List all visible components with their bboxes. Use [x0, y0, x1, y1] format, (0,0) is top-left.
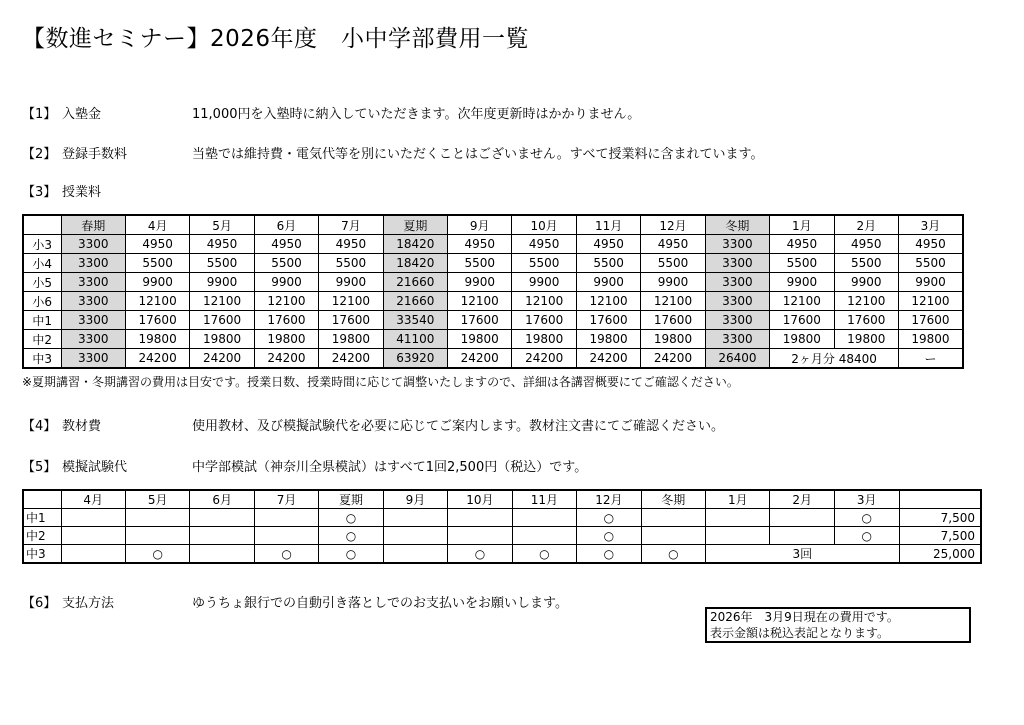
fee-cell: 17600 [834, 311, 898, 330]
fee-cell: 3300 [705, 292, 769, 311]
fee-cell: 18420 [383, 254, 447, 273]
fee-cell: 21660 [383, 292, 447, 311]
exam-row [23, 527, 981, 545]
header-cell: 春期 [61, 215, 125, 235]
fee-cell: 3300 [705, 311, 769, 330]
exam-mark-cell: ○ [254, 545, 318, 564]
grade-cell: 中3 [23, 545, 61, 564]
fee-cell: 33540 [383, 311, 447, 330]
fee-cell: 17600 [125, 311, 189, 330]
exam-mark-cell: ○ [834, 527, 899, 545]
grade-cell: 中1 [23, 311, 61, 330]
section-description: 11,000円を入塾時に納入していただきます。次年度更新時はかかりません。 [192, 107, 641, 122]
fee-cell: 19800 [576, 330, 640, 349]
info-box [705, 607, 971, 643]
exam-mark-cell: ○ [834, 509, 899, 527]
exam-mark-cell [125, 527, 189, 545]
exam-mark-cell: ○ [448, 545, 512, 564]
fee-cell: 9900 [576, 273, 640, 292]
header-cell: 夏期 [383, 215, 447, 235]
header-cell: 12月 [577, 490, 641, 509]
exam-count-cell: 3回 [706, 545, 899, 564]
exam-mark-cell [190, 545, 254, 564]
section-number: 【6】 [22, 596, 57, 611]
fee-cell: 9900 [319, 273, 383, 292]
tuition-header-row [23, 215, 963, 235]
fee-cell: 12100 [125, 292, 189, 311]
fee-cell: 21660 [383, 273, 447, 292]
fee-cell: 5500 [190, 254, 254, 273]
fee-cell: 24200 [448, 349, 512, 369]
fee-cell: 3300 [61, 349, 125, 369]
exam-mark-cell [448, 527, 512, 545]
section-description: ゆうちょ銀行での自動引き落としでのお支払いをお願いします。 [192, 596, 568, 611]
section-description: 中学部模試（神奈川全県模試）はすべて1回2,500円（税込）です。 [192, 460, 588, 475]
fee-cell: 4950 [770, 235, 834, 254]
fee-cell: 19800 [254, 330, 318, 349]
fee-cell: 17600 [576, 311, 640, 330]
fee-cell: 19800 [190, 330, 254, 349]
exam-mark-cell [383, 545, 447, 564]
fee-cell: 24200 [254, 349, 318, 369]
exam-mark-cell [706, 527, 770, 545]
section-heading: 教材費 [62, 419, 102, 434]
section-number: 【4】 [22, 419, 57, 434]
fee-cell: 24200 [512, 349, 576, 369]
fee-cell: 24200 [125, 349, 189, 369]
fee-cell: 5500 [770, 254, 834, 273]
section-heading: 登録手数料 [62, 147, 128, 162]
fee-cell: 63920 [383, 349, 447, 369]
fee-cell: 19800 [641, 330, 705, 349]
grade-cell: 小3 [23, 235, 61, 254]
exam-mark-cell [125, 509, 189, 527]
grade-cell: 小4 [23, 254, 61, 273]
exam-mark-cell [383, 527, 447, 545]
exam-mark-cell [512, 509, 576, 527]
header-cell: 2月 [770, 490, 834, 509]
tuition-row [23, 273, 963, 292]
fee-cell: 17600 [641, 311, 705, 330]
exam-mark-cell [706, 509, 770, 527]
fee-cell: 5500 [448, 254, 512, 273]
exam-row [23, 509, 981, 527]
fee-cell: 9900 [254, 273, 318, 292]
exam-total-cell: 7,500 [899, 509, 981, 527]
exam-mark-cell [190, 527, 254, 545]
header-cell: 夏期 [319, 490, 383, 509]
header-cell [23, 490, 61, 509]
grade-cell: 中1 [23, 509, 61, 527]
exam-mark-cell: ○ [512, 545, 576, 564]
header-cell: 5月 [125, 490, 189, 509]
fee-cell: 17600 [512, 311, 576, 330]
header-cell: 3月 [834, 490, 899, 509]
fee-cell: 26400 [705, 349, 769, 369]
header-cell: 5月 [190, 215, 254, 235]
mock-exam-table [22, 489, 982, 564]
fee-cell: 12100 [254, 292, 318, 311]
fee-cell: 19800 [125, 330, 189, 349]
exam-mark-cell: ○ [577, 527, 641, 545]
exam-total-cell: 25,000 [899, 545, 981, 564]
fee-cell: 4950 [319, 235, 383, 254]
fee-cell: 4950 [898, 235, 963, 254]
header-cell: 冬期 [705, 215, 769, 235]
header-cell: 10月 [512, 215, 576, 235]
grade-cell: 小5 [23, 273, 61, 292]
fee-cell: 4950 [190, 235, 254, 254]
fee-cell: 12100 [898, 292, 963, 311]
fee-cell: 3300 [61, 273, 125, 292]
fee-cell: 9900 [834, 273, 898, 292]
fee-cell: 9900 [641, 273, 705, 292]
grade-cell: 中3 [23, 349, 61, 369]
fee-cell: 18420 [383, 235, 447, 254]
fee-cell: 12100 [576, 292, 640, 311]
section-heading: 授業料 [62, 185, 102, 200]
header-cell: 1月 [770, 215, 834, 235]
fee-cell: 9900 [898, 273, 963, 292]
section-entrance-fee [22, 103, 640, 122]
fee-cell: 24200 [190, 349, 254, 369]
header-cell: 1月 [706, 490, 770, 509]
page-title: 【数進セミナー】2026年度 小中学部費用一覧 [22, 26, 530, 52]
exam-mark-cell: ○ [319, 509, 383, 527]
fee-cell: 12100 [770, 292, 834, 311]
exam-mark-cell: ○ [577, 545, 641, 564]
header-cell: 11月 [576, 215, 640, 235]
fee-cell: 19800 [448, 330, 512, 349]
exam-mark-cell [770, 527, 834, 545]
section-tuition [22, 181, 192, 200]
tuition-row [23, 235, 963, 254]
section-description: 当塾では維持費・電気代等を別にいただくことはございません。すべて授業料に含まれています。 [192, 147, 764, 162]
fee-cell: 17600 [448, 311, 512, 330]
fee-cell: 5500 [512, 254, 576, 273]
fee-cell: 3300 [61, 292, 125, 311]
exam-mark-cell [641, 509, 705, 527]
fee-cell: 12100 [448, 292, 512, 311]
exam-mark-cell: ○ [125, 545, 189, 564]
grade-cell: 中2 [23, 330, 61, 349]
section-number: 【2】 [22, 147, 57, 162]
section-number: 【3】 [22, 185, 57, 200]
section-registration-fee [22, 143, 763, 162]
fee-cell: 9900 [512, 273, 576, 292]
fee-cell: 3300 [61, 311, 125, 330]
header-cell: 2月 [834, 215, 898, 235]
fee-cell: 9900 [190, 273, 254, 292]
header-cell: 3月 [898, 215, 963, 235]
header-cell: 11月 [512, 490, 576, 509]
fee-cell: 3300 [61, 235, 125, 254]
exam-row [23, 545, 981, 564]
fee-cell: 19800 [319, 330, 383, 349]
section-heading: 入塾金 [62, 107, 102, 122]
fee-cell: 5500 [319, 254, 383, 273]
fee-cell: 3300 [705, 330, 769, 349]
merged-fee-cell: 2ヶ月分 48400 [770, 349, 899, 369]
fee-cell: 5500 [641, 254, 705, 273]
exam-mark-cell [190, 509, 254, 527]
header-cell: 6月 [190, 490, 254, 509]
header-cell: 7月 [319, 215, 383, 235]
exam-mark-cell [61, 509, 125, 527]
fee-cell: 17600 [254, 311, 318, 330]
header-cell: 9月 [448, 215, 512, 235]
exam-mark-cell [254, 509, 318, 527]
fee-cell: 4950 [576, 235, 640, 254]
info-line: 表示金額は税込表記となります。 [710, 626, 890, 640]
tuition-table [22, 214, 964, 369]
grade-cell: 小6 [23, 292, 61, 311]
exam-header-row [23, 490, 981, 509]
fee-cell: 4950 [125, 235, 189, 254]
exam-mark-cell [770, 509, 834, 527]
fee-cell: 12100 [319, 292, 383, 311]
fee-cell: 12100 [190, 292, 254, 311]
tuition-row [23, 292, 963, 311]
fee-cell: 3300 [61, 330, 125, 349]
fee-cell: 12100 [512, 292, 576, 311]
fee-cell: 4950 [641, 235, 705, 254]
exam-mark-cell [641, 527, 705, 545]
fee-cell: 24200 [319, 349, 383, 369]
header-cell: 冬期 [641, 490, 705, 509]
tuition-row [23, 311, 963, 330]
fee-cell: 19800 [770, 330, 834, 349]
fee-cell: 3300 [61, 254, 125, 273]
exam-mark-cell: ○ [319, 545, 383, 564]
fee-cell: 3300 [705, 254, 769, 273]
header-cell: 4月 [61, 490, 125, 509]
section-payment [22, 592, 568, 611]
fee-cell: 4950 [834, 235, 898, 254]
header-cell: 12月 [641, 215, 705, 235]
fee-cell: 5500 [834, 254, 898, 273]
fee-cell: 9900 [770, 273, 834, 292]
exam-mark-cell: ○ [319, 527, 383, 545]
fee-cell: 12100 [641, 292, 705, 311]
exam-mark-cell: ○ [577, 509, 641, 527]
fee-cell: 3300 [705, 235, 769, 254]
exam-mark-cell [61, 527, 125, 545]
fee-cell: 12100 [834, 292, 898, 311]
fee-cell: 9900 [125, 273, 189, 292]
fee-cell: 17600 [770, 311, 834, 330]
exam-mark-cell [61, 545, 125, 564]
fee-cell: 19800 [512, 330, 576, 349]
header-cell: 9月 [383, 490, 447, 509]
fee-cell: 4950 [254, 235, 318, 254]
fee-cell: 5500 [898, 254, 963, 273]
exam-mark-cell [254, 527, 318, 545]
exam-mark-cell [448, 509, 512, 527]
grade-cell: 中2 [23, 527, 61, 545]
exam-mark-cell [383, 509, 447, 527]
fee-cell: 19800 [898, 330, 963, 349]
section-mock-exam [22, 456, 587, 475]
section-number: 【5】 [22, 460, 57, 475]
section-description: 使用教材、及び模擬試験代を必要に応じてご案内します。教材注文書にてご確認ください。 [192, 419, 724, 434]
fee-cell: 17600 [190, 311, 254, 330]
fee-cell: 4950 [448, 235, 512, 254]
fee-cell: ー [898, 349, 963, 369]
header-cell: 7月 [254, 490, 318, 509]
fee-cell: 24200 [641, 349, 705, 369]
fee-cell: 41100 [383, 330, 447, 349]
tuition-row [23, 349, 963, 369]
tuition-row [23, 254, 963, 273]
fee-cell: 9900 [448, 273, 512, 292]
fee-cell: 3300 [705, 273, 769, 292]
fee-cell: 17600 [898, 311, 963, 330]
fee-cell: 24200 [576, 349, 640, 369]
header-cell: 10月 [448, 490, 512, 509]
section-materials [22, 415, 724, 434]
header-cell [899, 490, 981, 509]
exam-total-cell: 7,500 [899, 527, 981, 545]
header-cell: 4月 [125, 215, 189, 235]
header-cell: 6月 [254, 215, 318, 235]
tuition-note: ※夏期講習・冬期講習の費用は目安です。授業日数、授業時間に応じて調整いたしますので、詳細は各講習概要にてご確認ください。 [22, 375, 739, 389]
info-line: 2026年 3月9日現在の費用です。 [710, 610, 899, 624]
section-number: 【1】 [22, 107, 57, 122]
exam-mark-cell: ○ [641, 545, 705, 564]
fee-cell: 5500 [576, 254, 640, 273]
fee-cell: 5500 [254, 254, 318, 273]
tuition-row [23, 330, 963, 349]
fee-cell: 4950 [512, 235, 576, 254]
fee-cell: 19800 [834, 330, 898, 349]
section-heading: 模擬試験代 [62, 460, 128, 475]
section-heading: 支払方法 [62, 596, 115, 611]
header-cell [23, 215, 61, 235]
exam-mark-cell [512, 527, 576, 545]
fee-cell: 5500 [125, 254, 189, 273]
fee-cell: 17600 [319, 311, 383, 330]
